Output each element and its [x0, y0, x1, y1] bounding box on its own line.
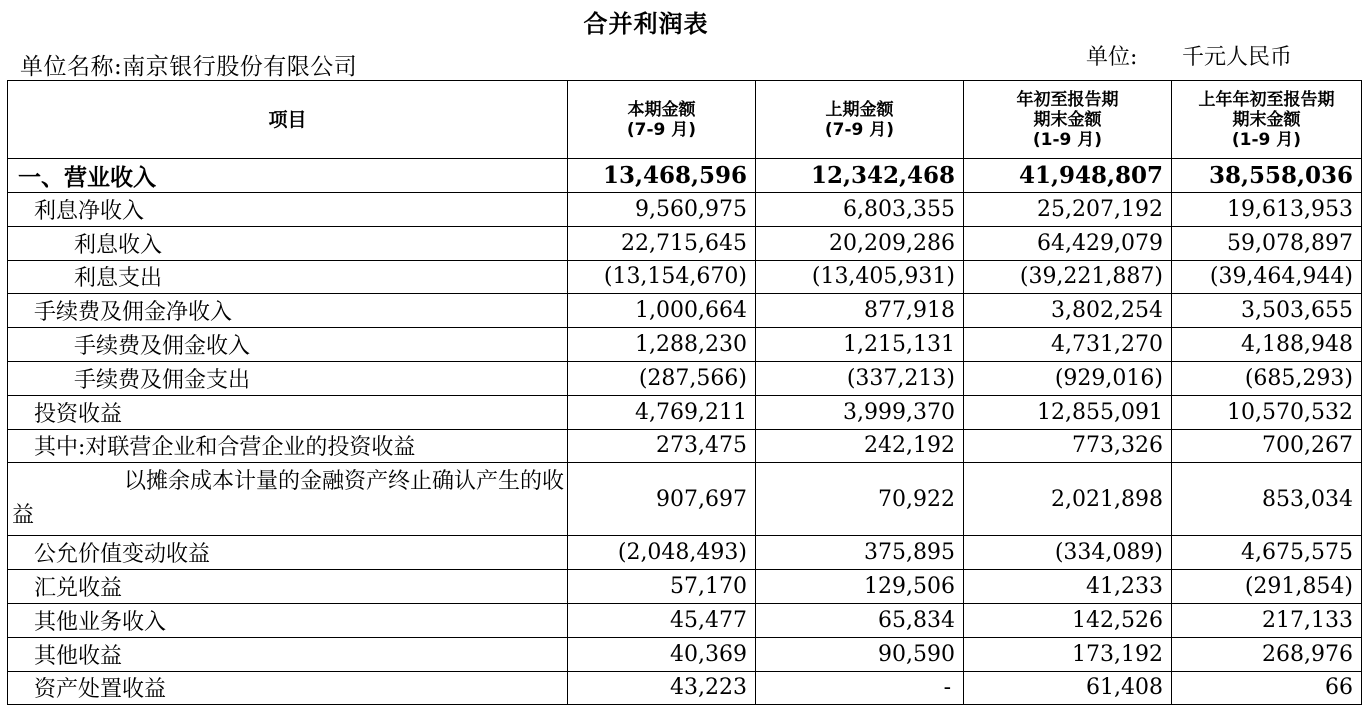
cell-prior: 65,834 — [756, 603, 964, 637]
cell-current: 1,288,230 — [568, 328, 756, 362]
cell-prior-ytd: (685,293) — [1172, 361, 1362, 395]
table-row — [8, 463, 1362, 536]
table-row — [8, 570, 1362, 604]
table-row — [8, 429, 1362, 463]
cell-ytd: 12,855,091 — [964, 395, 1172, 429]
cell-current: 57,170 — [568, 570, 756, 604]
cell-current: 273,475 — [568, 429, 756, 463]
cell-prior: 129,506 — [756, 570, 964, 604]
cell-ytd: 773,326 — [964, 429, 1172, 463]
cell-prior: 12,342,468 — [756, 159, 964, 193]
cell-prior-ytd: 19,613,953 — [1172, 193, 1362, 227]
table-row — [8, 193, 1362, 227]
row-label: 手续费及佣金净收入 — [8, 294, 568, 328]
unit-value: 千元人民币 — [1182, 45, 1293, 70]
row-label: 利息收入 — [8, 226, 568, 260]
row-label: 一、营业收入 — [8, 159, 568, 193]
cell-prior: 6,803,355 — [756, 193, 964, 227]
cell-current: 40,369 — [568, 637, 756, 671]
cell-prior: 242,192 — [756, 429, 964, 463]
cell-prior: 1,215,131 — [756, 328, 964, 362]
table-row — [8, 637, 1362, 671]
cell-ytd: 4,731,270 — [964, 328, 1172, 362]
cell-prior-ytd: 700,267 — [1172, 429, 1362, 463]
column-header-item: 项目 — [8, 81, 568, 159]
row-label: 汇兑收益 — [8, 570, 568, 604]
company-name: 单位名称:南京银行股份有限公司 — [20, 54, 358, 80]
row-label: 手续费及佣金收入 — [8, 328, 568, 362]
cell-current: (13,154,670) — [568, 260, 756, 294]
statement-title: 合并利润表 — [583, 10, 709, 38]
column-header-ytd: 年初至报告期 期末金额 (1-9 月) — [964, 81, 1172, 159]
table-row — [8, 603, 1362, 637]
cell-current: 22,715,645 — [568, 226, 756, 260]
table-row — [8, 159, 1362, 193]
cell-prior-ytd: 38,558,036 — [1172, 159, 1362, 193]
table-row — [8, 328, 1362, 362]
cell-prior: 877,918 — [756, 294, 964, 328]
cell-prior: (337,213) — [756, 361, 964, 395]
table-row — [8, 671, 1362, 705]
cell-prior: 90,590 — [756, 637, 964, 671]
column-header-prior-period: 上期金额 (7-9 月) — [756, 81, 964, 159]
cell-prior-ytd: 217,133 — [1172, 603, 1362, 637]
table-row — [8, 536, 1362, 570]
table-row — [8, 260, 1362, 294]
unit-label: 单位: — [1086, 45, 1138, 70]
table-header-row — [8, 81, 1362, 159]
cell-prior-ytd: 4,188,948 — [1172, 328, 1362, 362]
cell-prior-ytd: 10,570,532 — [1172, 395, 1362, 429]
cell-prior-ytd: (291,854) — [1172, 570, 1362, 604]
row-label: 其他业务收入 — [8, 603, 568, 637]
table-row — [8, 294, 1362, 328]
table-row — [8, 226, 1362, 260]
column-header-current-period: 本期金额 (7-9 月) — [568, 81, 756, 159]
row-label: 利息支出 — [8, 260, 568, 294]
cell-prior-ytd: 66 — [1172, 671, 1362, 705]
row-label: 其他收益 — [8, 637, 568, 671]
cell-prior: (13,405,931) — [756, 260, 964, 294]
row-label: 公允价值变动收益 — [8, 536, 568, 570]
cell-ytd: 142,526 — [964, 603, 1172, 637]
cell-prior-ytd: 59,078,897 — [1172, 226, 1362, 260]
cell-current: 45,477 — [568, 603, 756, 637]
cell-prior: - — [756, 671, 964, 705]
table-row — [8, 395, 1362, 429]
cell-prior-ytd: 268,976 — [1172, 637, 1362, 671]
cell-prior: 3,999,370 — [756, 395, 964, 429]
cell-ytd: 173,192 — [964, 637, 1172, 671]
cell-prior-ytd: 4,675,575 — [1172, 536, 1362, 570]
row-label: 资产处置收益 — [8, 671, 568, 705]
table-row — [8, 361, 1362, 395]
cell-prior: 375,895 — [756, 536, 964, 570]
cell-current: (287,566) — [568, 361, 756, 395]
cell-ytd: (39,221,887) — [964, 260, 1172, 294]
cell-ytd: 41,948,807 — [964, 159, 1172, 193]
row-label: 手续费及佣金支出 — [8, 361, 568, 395]
cell-current: 13,468,596 — [568, 159, 756, 193]
cell-ytd: 3,802,254 — [964, 294, 1172, 328]
cell-ytd: (334,089) — [964, 536, 1172, 570]
cell-current: 907,697 — [568, 463, 756, 536]
cell-ytd: 61,408 — [964, 671, 1172, 705]
cell-current: (2,048,493) — [568, 536, 756, 570]
cell-ytd: 25,207,192 — [964, 193, 1172, 227]
cell-prior-ytd: (39,464,944) — [1172, 260, 1362, 294]
row-label: 利息净收入 — [8, 193, 568, 227]
cell-prior-ytd: 853,034 — [1172, 463, 1362, 536]
cell-current: 9,560,975 — [568, 193, 756, 227]
cell-ytd: 2,021,898 — [964, 463, 1172, 536]
cell-ytd: 41,233 — [964, 570, 1172, 604]
row-label: 以摊余成本计量的金融资产终止确认产生的收益 — [8, 463, 568, 536]
cell-current: 4,769,211 — [568, 395, 756, 429]
cell-ytd: (929,016) — [964, 361, 1172, 395]
cell-ytd: 64,429,079 — [964, 226, 1172, 260]
row-label: 投资收益 — [8, 395, 568, 429]
row-label: 其中:对联营企业和合营企业的投资收益 — [8, 429, 568, 463]
cell-prior: 70,922 — [756, 463, 964, 536]
cell-prior: 20,209,286 — [756, 226, 964, 260]
column-header-prior-ytd: 上年年初至报告期 期末金额 (1-9 月) — [1172, 81, 1362, 159]
cell-prior-ytd: 3,503,655 — [1172, 294, 1362, 328]
cell-current: 43,223 — [568, 671, 756, 705]
income-statement-table — [7, 80, 1362, 705]
cell-current: 1,000,664 — [568, 294, 756, 328]
